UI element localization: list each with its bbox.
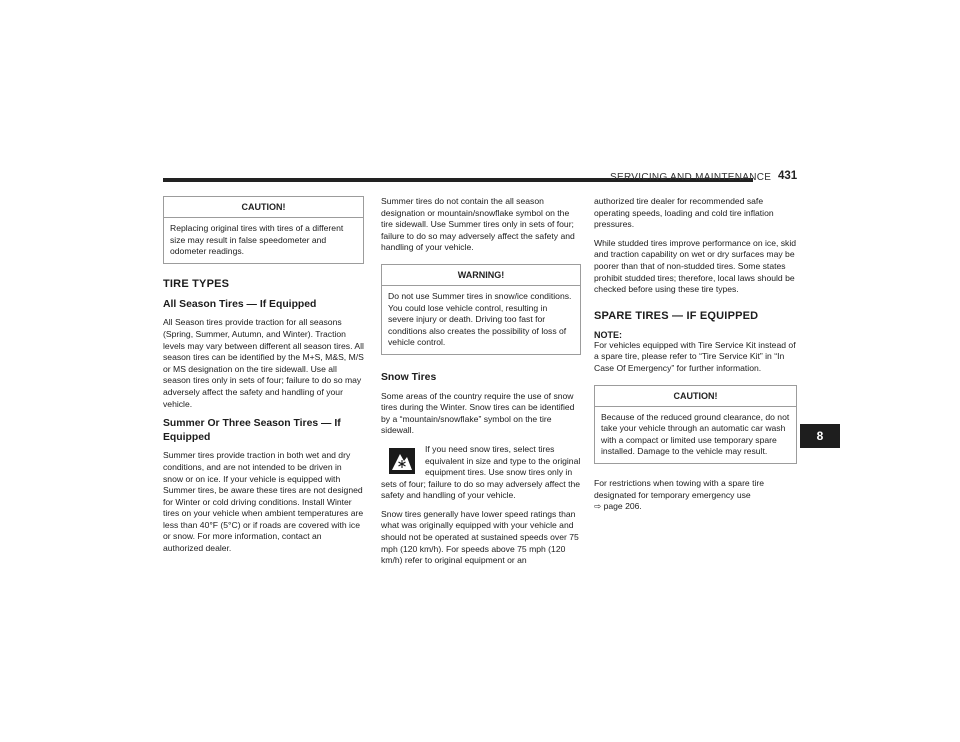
arrow-right-icon: ⇨ bbox=[594, 501, 602, 512]
snow-paragraph-1: Some areas of the country require the use of snow tires during the Winter. Snow tires can be identified by a “mountain/snowflake” symbol on the tire sidewall. bbox=[381, 390, 575, 436]
tire-types-heading: TIRE TYPES bbox=[163, 277, 230, 290]
towing-paragraph bbox=[594, 478, 797, 513]
caution-body-2: Because of the reduced ground clearance, do not take your vehicle through an automatic car wash with a compact or limited use temporary spare installed. Damage to the vehicle may result. bbox=[601, 411, 790, 457]
caution-body: Replacing original tires with tires of a different size may result in false speedometer and odometer readings. bbox=[170, 223, 344, 257]
warning-title: WARNING! bbox=[382, 265, 580, 286]
summer-paragraph: Summer tires provide traction in both wet and dry conditions, and are not intended to be driven in snow or on ice. If your vehicle is equipped with Summer tires, be aware these tires are not designed for Winter or cold driving conditions. Install Winter tires on your vehicle when ambient temperatures are less than 40°F (5°C) or if roads are covered with ice or snow. For more information, contact an authorized dealer. bbox=[163, 450, 364, 554]
spare-tires-heading: SPARE TIRES — IF EQUIPPED bbox=[594, 309, 759, 322]
page-reference-text: page 206. bbox=[603, 501, 642, 512]
snow-paragraph-2: If you need snow tires, select tires equivalent in size and type to the original equipment tires. Use snow tires only in sets of four; failure to do so may adversely affect the safety and handling of your vehicle. bbox=[381, 443, 581, 501]
note-paragraph: For vehicles equipped with Tire Service Kit instead of a spare tire, please refer to “Tire Service Kit” in “In Case Of Emergency” for further information. bbox=[594, 339, 796, 373]
caution-box-size bbox=[163, 196, 364, 264]
towing-text: For restrictions when towing with a spare tire designated for temporary emergency use bbox=[594, 477, 765, 500]
snow-continued-paragraph: authorized tire dealer for recommended safe operating speeds, loading and cold tire inflation pressures. bbox=[594, 196, 774, 230]
running-header-section: SERVICING AND MAINTENANCE bbox=[610, 172, 772, 183]
note-label: NOTE: bbox=[594, 329, 622, 340]
column-1 bbox=[163, 196, 364, 562]
column-3 bbox=[594, 196, 797, 520]
summer-heading: Summer Or Three Season Tires — If Equipped bbox=[163, 418, 341, 443]
chapter-tab: 8 bbox=[800, 424, 840, 448]
page-reference-link[interactable] bbox=[594, 501, 642, 511]
all-season-paragraph: All Season tires provide traction for all seasons (Spring, Summer, Autumn, and Winter). Traction levels may vary between different all season tires. All season tires can be identified by the M+S, M&S, M/S or MS designation on the tire sidewall. Use all season tires only in sets of four; failure to do so may adversely affect the safety and handling of your vehicle. bbox=[163, 317, 364, 409]
caution-title-2: CAUTION! bbox=[595, 386, 796, 407]
column-2 bbox=[381, 196, 581, 574]
all-season-heading: All Season Tires — If Equipped bbox=[163, 298, 317, 310]
caution-title: CAUTION! bbox=[164, 197, 363, 218]
studded-tires-paragraph: While studded tires improve performance on ice, skid and traction capability on wet or dry surfaces may be poorer than that of non-studded tires. Some states prohibit studded tires; therefore, local laws should be checked before using these tire types. bbox=[594, 237, 797, 295]
snow-tires-heading: Snow Tires bbox=[381, 371, 437, 383]
summer-continued-paragraph: Summer tires do not contain the all season designation or mountain/snowflake symbol on the tire sidewall. Use Summer tires only in sets of four; failure to do so may adversely affect the safety and handling of your vehicle. bbox=[381, 196, 575, 253]
snow-paragraph-3: Snow tires generally have lower speed ratings than what was originally equipped with your vehicle and should not be operated at sustained speeds over 75 mph (120 km/h). For speeds above 75 mph (120 km/h) refer to original equipment or an bbox=[381, 508, 579, 566]
page-number: 431 bbox=[778, 170, 798, 182]
mountain-snowflake-icon bbox=[389, 448, 415, 474]
caution-box-car-wash bbox=[594, 385, 797, 464]
warning-box bbox=[381, 264, 581, 355]
warning-body: Do not use Summer tires in snow/ice conditions. You could lose vehicle control, resulting in severe injury or death. Driving too fast for conditions also creates the possibility of loss of vehicle control. bbox=[388, 290, 572, 348]
snow-icon-paragraph bbox=[381, 444, 581, 509]
